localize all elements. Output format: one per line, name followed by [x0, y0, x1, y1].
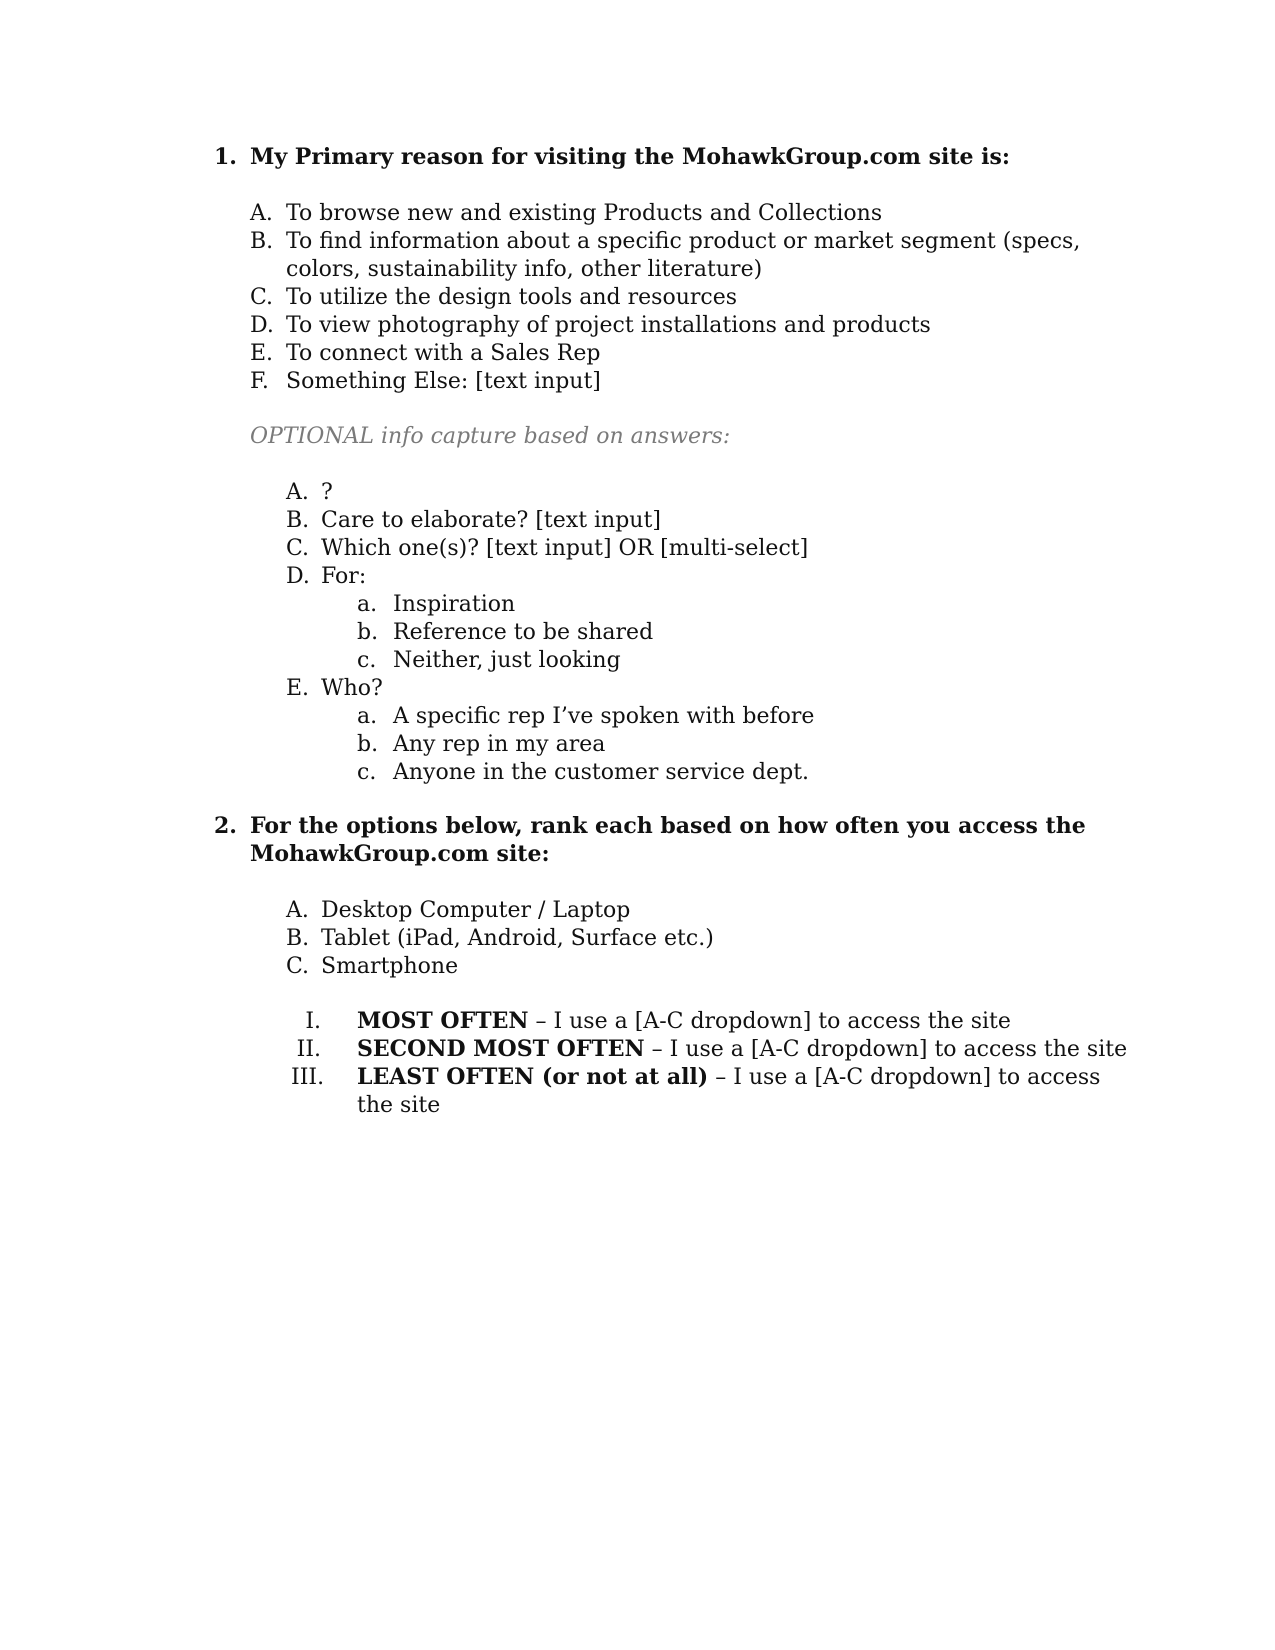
- ranking-bold: MOST OFTEN: [357, 1008, 529, 1034]
- sub-label: a.: [357, 592, 378, 617]
- option-label: A.: [250, 201, 273, 226]
- sub-text: Inspiration: [393, 592, 516, 617]
- ranking-text: [357, 1007, 1011, 1036]
- option-label: A.: [286, 898, 309, 923]
- ranking-rest: – I use a [A-C dropdown] to access: [708, 1065, 1101, 1090]
- sub-label: c.: [357, 648, 377, 673]
- ranking-text: [357, 1035, 1127, 1064]
- option-label: D.: [250, 313, 274, 338]
- option-text: To view photography of project installations and products: [286, 313, 931, 338]
- followup-label: C.: [286, 536, 310, 561]
- sub-text: Anyone in the customer service dept.: [393, 760, 810, 785]
- option-text: To browse new and existing Products and Collections: [286, 201, 883, 226]
- option-label: B.: [286, 926, 310, 951]
- ranking-text-continued: the site: [357, 1093, 441, 1118]
- followup-text: For:: [321, 564, 367, 589]
- followup-label: A.: [286, 480, 309, 505]
- followup-text: Care to elaborate? [text input]: [321, 508, 661, 533]
- option-label: C.: [286, 954, 310, 979]
- question-2-text: For the options below, rank each based on how often you access the: [250, 813, 1086, 839]
- option-label: E.: [250, 341, 274, 366]
- sub-text: Neither, just looking: [393, 648, 621, 673]
- sub-text: Reference to be shared: [393, 620, 654, 645]
- optional-note-text: OPTIONAL info capture based on answers:: [250, 424, 731, 449]
- ranking-rest: – I use a [A-C dropdown] to access the site: [528, 1009, 1011, 1034]
- followup-label: D.: [286, 564, 310, 589]
- question-1-text: My Primary reason for visiting the MohawkGroup.com site is:: [250, 144, 1011, 170]
- sub-label: a.: [357, 704, 378, 729]
- ranking-numeral: III.: [291, 1065, 325, 1090]
- ranking-numeral: I.: [305, 1009, 321, 1034]
- option-label: B.: [250, 229, 274, 254]
- question-2-text-continued: MohawkGroup.com site:: [250, 841, 550, 867]
- option-text: To connect with a Sales Rep: [286, 341, 601, 366]
- followup-label: B.: [286, 508, 310, 533]
- option-text: Smartphone: [321, 954, 459, 979]
- ranking-text: [357, 1063, 1100, 1092]
- option-text: To find information about a specific product or market segment (specs,: [286, 229, 1081, 254]
- question-1-number: 1.: [214, 144, 237, 170]
- option-text: Something Else: [text input]: [286, 369, 601, 394]
- ranking-bold: SECOND MOST OFTEN: [357, 1036, 645, 1062]
- sub-text: A specific rep I’ve spoken with before: [393, 704, 815, 729]
- ranking-numeral: II.: [296, 1037, 321, 1062]
- option-text: Desktop Computer / Laptop: [321, 898, 631, 923]
- followup-text: Which one(s)? [text input] OR [multi-select]: [321, 536, 809, 561]
- ranking-rest: – I use a [A-C dropdown] to access the site: [644, 1037, 1128, 1062]
- question-2-number: 2.: [214, 813, 237, 839]
- sub-label: b.: [357, 620, 379, 645]
- ranking-bold: LEAST OFTEN (or not at all): [357, 1064, 709, 1090]
- option-text-continued: colors, sustainability info, other literature): [286, 257, 763, 282]
- option-label: C.: [250, 285, 274, 310]
- sub-label: b.: [357, 732, 379, 757]
- followup-text: ?: [321, 480, 333, 505]
- option-text: To utilize the design tools and resources: [286, 285, 738, 310]
- option-text: Tablet (iPad, Android, Surface etc.): [321, 926, 714, 951]
- option-label: F.: [250, 369, 269, 394]
- followup-text: Who?: [321, 676, 383, 701]
- sub-label: c.: [357, 760, 377, 785]
- sub-text: Any rep in my area: [393, 732, 606, 757]
- followup-label: E.: [286, 676, 310, 701]
